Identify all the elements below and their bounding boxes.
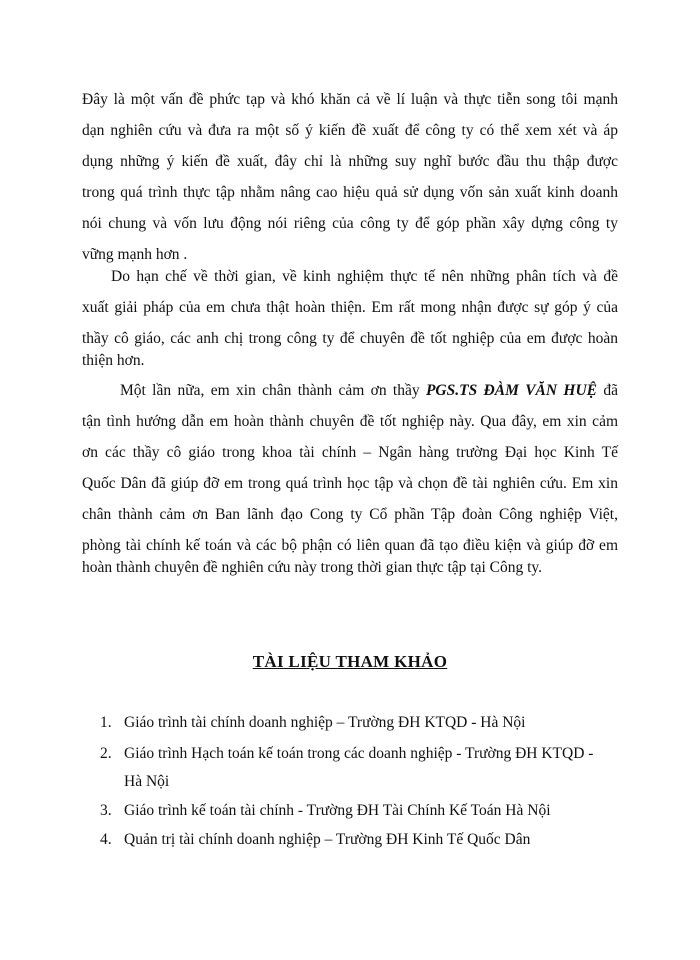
list-item-text: Giáo trình kế toán tài chính - Trường ĐH Tài Chính Kế Toán Hà Nội — [124, 802, 551, 819]
list-item — [100, 713, 525, 733]
text-segment: đã — [597, 382, 618, 399]
list-item — [100, 830, 530, 850]
references-heading: TÀI LIỆU THAM KHẢO — [252, 652, 448, 671]
text-line: vững mạnh hơn . — [82, 246, 188, 263]
list-item-text: Giáo trình tài chính doanh nghiệp – Trường ĐH KTQD - Hà Nội — [124, 714, 526, 731]
text-line: Do hạn chế về thời gian, về kinh nghiệm thực tế nên những phân tích và đề — [111, 268, 618, 285]
text-line: thầy cô giáo, các anh chị trong công ty để chuyên đề tốt nghiệp của em được hoàn — [82, 330, 618, 347]
text-line: nói chung và vốn lưu động nói riêng của công ty để góp phần xây dựng công ty — [82, 215, 618, 232]
text-segment: Một lần nữa, em xin chân thành cảm ơn thầy — [120, 382, 426, 399]
text-line: dạn nghiên cứu và đưa ra một số ý kiến đề xuất để công ty có thể xem xét và áp — [82, 122, 618, 139]
list-number: 3. — [100, 802, 112, 819]
list-number: 4. — [100, 831, 112, 848]
text-line — [120, 381, 618, 401]
text-line: dụng những ý kiến đề xuất, đây chỉ là những suy nghĩ bước đầu thu thập được — [82, 153, 618, 170]
list-number: 2. — [100, 745, 112, 762]
list-item-continuation: Hà Nội — [124, 773, 170, 790]
text-line: Quốc Dân đã giúp đỡ em trong quá trình học tập và chọn đề tài nghiên cứu. Em xin — [82, 475, 618, 492]
list-item-text: Giáo trình Hạch toán kế toán trong các doanh nghiệp - Trường ĐH KTQD - — [124, 745, 594, 762]
text-line: ơn các thầy cô giáo trong khoa tài chính – Ngân hàng trường Đại học Kinh Tế — [82, 444, 618, 461]
text-line: xuất giải pháp của em chưa thật hoàn thiện. Em rất mong nhận được sự góp ý của — [82, 299, 618, 316]
advisor-name: PGS.TS ĐÀM VĂN HUỆ — [425, 382, 598, 399]
text-line: trong quá trình thực tập nhằm nâng cao hiệu quả sử dụng vốn sản xuất kinh doanh — [82, 184, 618, 201]
list-item — [100, 801, 551, 821]
text-line: chân thành cảm ơn Ban lãnh đạo Cong ty Cổ phần Tập đoàn Công nghiệp Việt, — [82, 506, 618, 523]
list-number: 1. — [100, 714, 112, 731]
text-line: phòng tài chính kế toán và các bộ phận có liên quan đã tạo điều kiện và giúp đỡ em — [82, 537, 618, 554]
text-line: tận tình hướng dẫn em hoàn thành chuyên đề tốt nghiệp này. Qua đây, em xin cảm — [82, 413, 618, 430]
list-item-text: Quản trị tài chính doanh nghiệp – Trường ĐH Kinh Tế Quốc Dân — [124, 831, 531, 848]
text-line: thiện hơn. — [82, 352, 145, 369]
text-line: Đây là một vấn đề phức tạp và khó khăn cả về lí luận và thực tiễn song tôi mạnh — [82, 91, 618, 108]
text-line: hoàn thành chuyên đề nghiên cứu này trong thời gian thực tập tại Công ty. — [82, 559, 543, 576]
list-item — [100, 744, 593, 764]
